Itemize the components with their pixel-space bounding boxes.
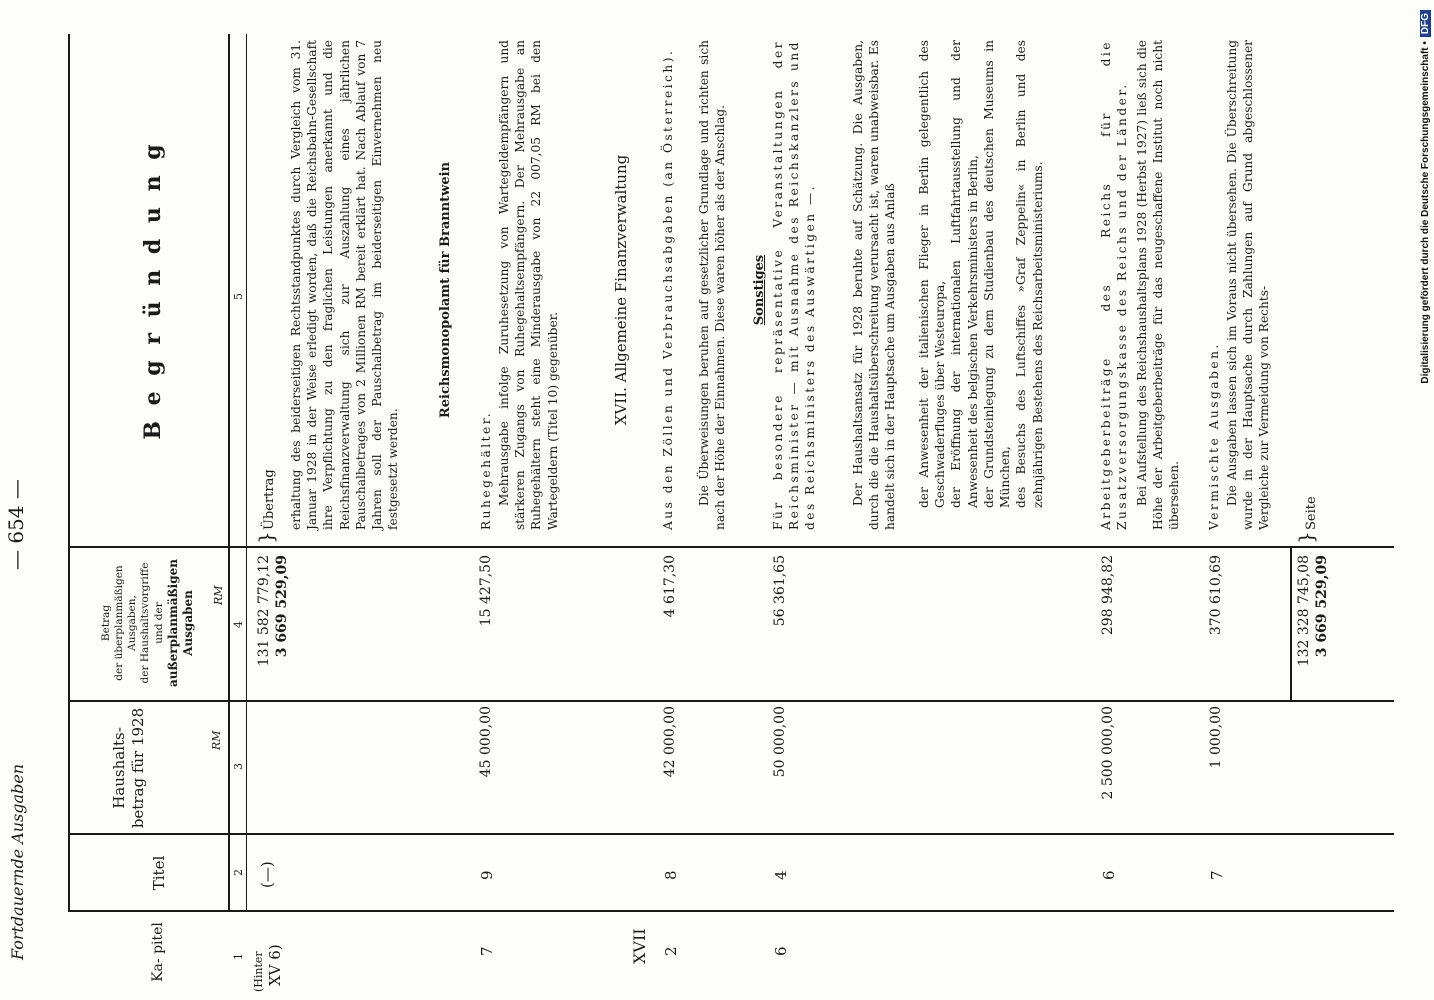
- begruendung-items: [916, 40, 1046, 508]
- betrag-cell-bold: 3 669 529,09: [274, 555, 290, 658]
- betrag-cell: 298 948,82: [1100, 555, 1116, 636]
- colnum-5: 5: [232, 293, 245, 300]
- header-unit-rm-4: RM: [212, 585, 225, 605]
- betrag-cell: 56 361,65: [772, 555, 788, 627]
- entry-title: Arbeitgeberbeiträge des Reichs für die Zusatzversorgungskasse des Reichs und der Länder.: [1099, 40, 1130, 530]
- kapitel-note: (Hinter: [252, 951, 265, 992]
- titel-cell: 4: [772, 870, 790, 880]
- uebertrag-label: Übertrag: [262, 469, 277, 530]
- kapitel-roman: XVII: [630, 928, 649, 964]
- titel-cell: 7: [1208, 870, 1226, 880]
- haushalt-cell: 2 500 000,00: [1100, 706, 1116, 800]
- col-divider-4: [68, 547, 1394, 549]
- kapitel-cell: 2: [662, 946, 680, 956]
- header-unit-rm-3: RM: [210, 730, 223, 750]
- digitization-note: [1420, 10, 1434, 990]
- colnum-1: 1: [232, 953, 245, 960]
- kapitel-cell: 7: [478, 946, 496, 956]
- entry-title: Aus den Zöllen und Verbrauchsabgaben (an Österreich).: [661, 48, 675, 530]
- header-betrag: [100, 551, 196, 695]
- haushalt-cell: 45 000,00: [478, 706, 494, 778]
- begruendung-text: erhaltung des beiderseitigen Rechtsstandpunktes durch Vergleich vom 31. Januar 1928 in der Weise erledigt worden, daß die Reichsbahn-Gesellschaft ihre Verpflichtung zu den fraglichen Leistungen anerkannt und die Reichsfinanzverwaltung sich zur Auszahlung eines jährlichen Pauschalbetrages von 2 Millionen RM bereit erklärt hat. Nach Ablauf von 7 Jahren soll der Pauschalbetrag im beiderseitigen Einvernehmen neu festgesetzt werden.: [289, 40, 401, 530]
- betrag-cell: 370 610,69: [1208, 555, 1224, 636]
- header-titel: Titel: [150, 855, 168, 891]
- digitization-text: [1420, 10, 1434, 990]
- header-begruendung: B e g r ü n d u n g: [140, 140, 166, 440]
- colnum-4: 4: [232, 621, 245, 628]
- header-betrag-line: der Haushaltsvorgriffe: [139, 562, 152, 684]
- list-item: der Eröffnung der internationalen Luftfahrtausstellung und der Anwesenheit des belgischen Verkehrsministers in Berlin,: [949, 40, 980, 508]
- entry-title: Vermischte Ausgaben.: [1207, 342, 1221, 530]
- header-betrag-bold: außerplanmäßigen Ausgaben: [165, 559, 195, 687]
- begruendung-text: Die Ausgaben lassen sich im Voraus nicht übersehen. Die Überschreitung wurde in der Hauptsache durch Zahlungen auf Grund abgeschlossener Vergleiche zur Vermeidung von Rechts-: [1225, 40, 1272, 530]
- haushalt-cell: 1 000,00: [1208, 706, 1224, 769]
- col-divider-1: [68, 911, 1394, 913]
- titel-cell: 9: [478, 870, 496, 880]
- betrag-cell: 15 427,50: [478, 555, 494, 627]
- header-betrag-line: und der: [152, 602, 165, 644]
- list-item: des Besuchs des Luftschiffes »Graf Zeppelin« in Berlin und des zehnjährigen Bestehens des Reichsarbeitsministeriums.: [1014, 40, 1045, 508]
- header-betrag-line: Betrag: [100, 604, 112, 642]
- total-betrag-bold: 3 669 529,09: [1314, 555, 1330, 658]
- section-heading: Reichsmonopolamt für Branntwein: [438, 161, 453, 419]
- begruendung-text: Bei Aufstellung des Reichshaushaltsplans 1928 (Herbst 1927) ließ sich die Höhe der Arbeitgeberbeiträge für das neugeschaffene Institut noch nicht übersehen.: [1135, 40, 1182, 530]
- seite-label: Seite: [1304, 496, 1319, 530]
- betrag-cell: 131 582 779,12: [256, 555, 272, 667]
- titel-cell: 8: [662, 870, 680, 880]
- list-item: der Anwesenheit der italienischen Flieger in Berlin gelegentlich des Geschwaderfluges über Westeuropa,: [917, 40, 948, 508]
- digitization-label: Digitalisierung gefördert durch die Deutsche Forschungsgemeinschaft •: [1420, 41, 1431, 384]
- colnum-rule: [246, 34, 247, 912]
- header-haushaltsbetrag: Haushalts- betrag für 1928: [110, 707, 147, 829]
- entry-title: Ruhegehälter.: [479, 410, 493, 530]
- haushalt-cell: 50 000,00: [772, 706, 788, 778]
- header-rule: [228, 34, 230, 912]
- col-divider-3: [68, 701, 1394, 703]
- brace: }: [1294, 531, 1318, 544]
- begruendung-text: Die Überweisungen beruhen auf gesetzlicher Grundlage und richten sich nach der Höhe der Einnahmen. Diese waren höher als der Anschlag.: [697, 40, 728, 530]
- dfg-logo: DFG: [1420, 10, 1431, 37]
- begruendung-text: Der Haushaltsansatz für 1928 beruhte auf Schätzung. Die Ausgaben, durch die die Haushaltsüberschreitung verursacht ist, waren unabweisbar. Es handelt sich in der Hauptsache um Ausgaben aus Anlaß: [851, 40, 898, 530]
- colnum-2: 2: [232, 869, 245, 876]
- header-betrag-line: der überplanmäßigen: [113, 565, 126, 681]
- total-betrag: 132 328 745,08: [1296, 555, 1312, 667]
- titel-cell: 6: [1100, 870, 1118, 880]
- header-betrag-line: Ausgaben,: [126, 595, 139, 651]
- brace: }: [254, 531, 278, 544]
- kapitel-cell: XV 6): [266, 944, 284, 986]
- running-head: Fortdauernde Ausgaben: [8, 763, 27, 960]
- entry-title: Für besondere repräsentative Veranstaltungen der Reichsminister — mit Ausnahme des Reichskanzlers und des Reichsministers des Auswärtigen —.: [771, 40, 818, 530]
- kapitel-cell: 6: [772, 946, 790, 956]
- page-number: — 654 —: [4, 479, 28, 570]
- sum-rule: [1290, 546, 1292, 702]
- colnum-3: 3: [232, 763, 245, 770]
- table-top-rule: [68, 34, 70, 912]
- haushalt-cell: 42 000,00: [662, 706, 678, 778]
- section-heading: XVII. Allgemeine Finanzverwaltung: [612, 154, 630, 426]
- section-heading: Sonstiges: [752, 254, 767, 326]
- titel-cell: (—): [258, 861, 276, 888]
- betrag-cell: 4 617,30: [662, 555, 678, 618]
- col-divider-2: [68, 834, 1394, 836]
- header-kapitel: Ka- pitel: [150, 922, 166, 982]
- begruendung-text: Mehrausgabe infolge Zuruhesetzung von Wartegeldempfängern und stärkeren Zugangs von Ruhegehaltsempfängern. Der Mehrausgabe an Ruhegehältern steht eine Minderausgabe von 22 007,05 RM bei den Wartegeldern (Titel 10) gegenüber.: [497, 40, 560, 530]
- list-item: der Grundsteinlegung zu dem Studienbau des deutschen Museums in München,: [981, 40, 1013, 508]
